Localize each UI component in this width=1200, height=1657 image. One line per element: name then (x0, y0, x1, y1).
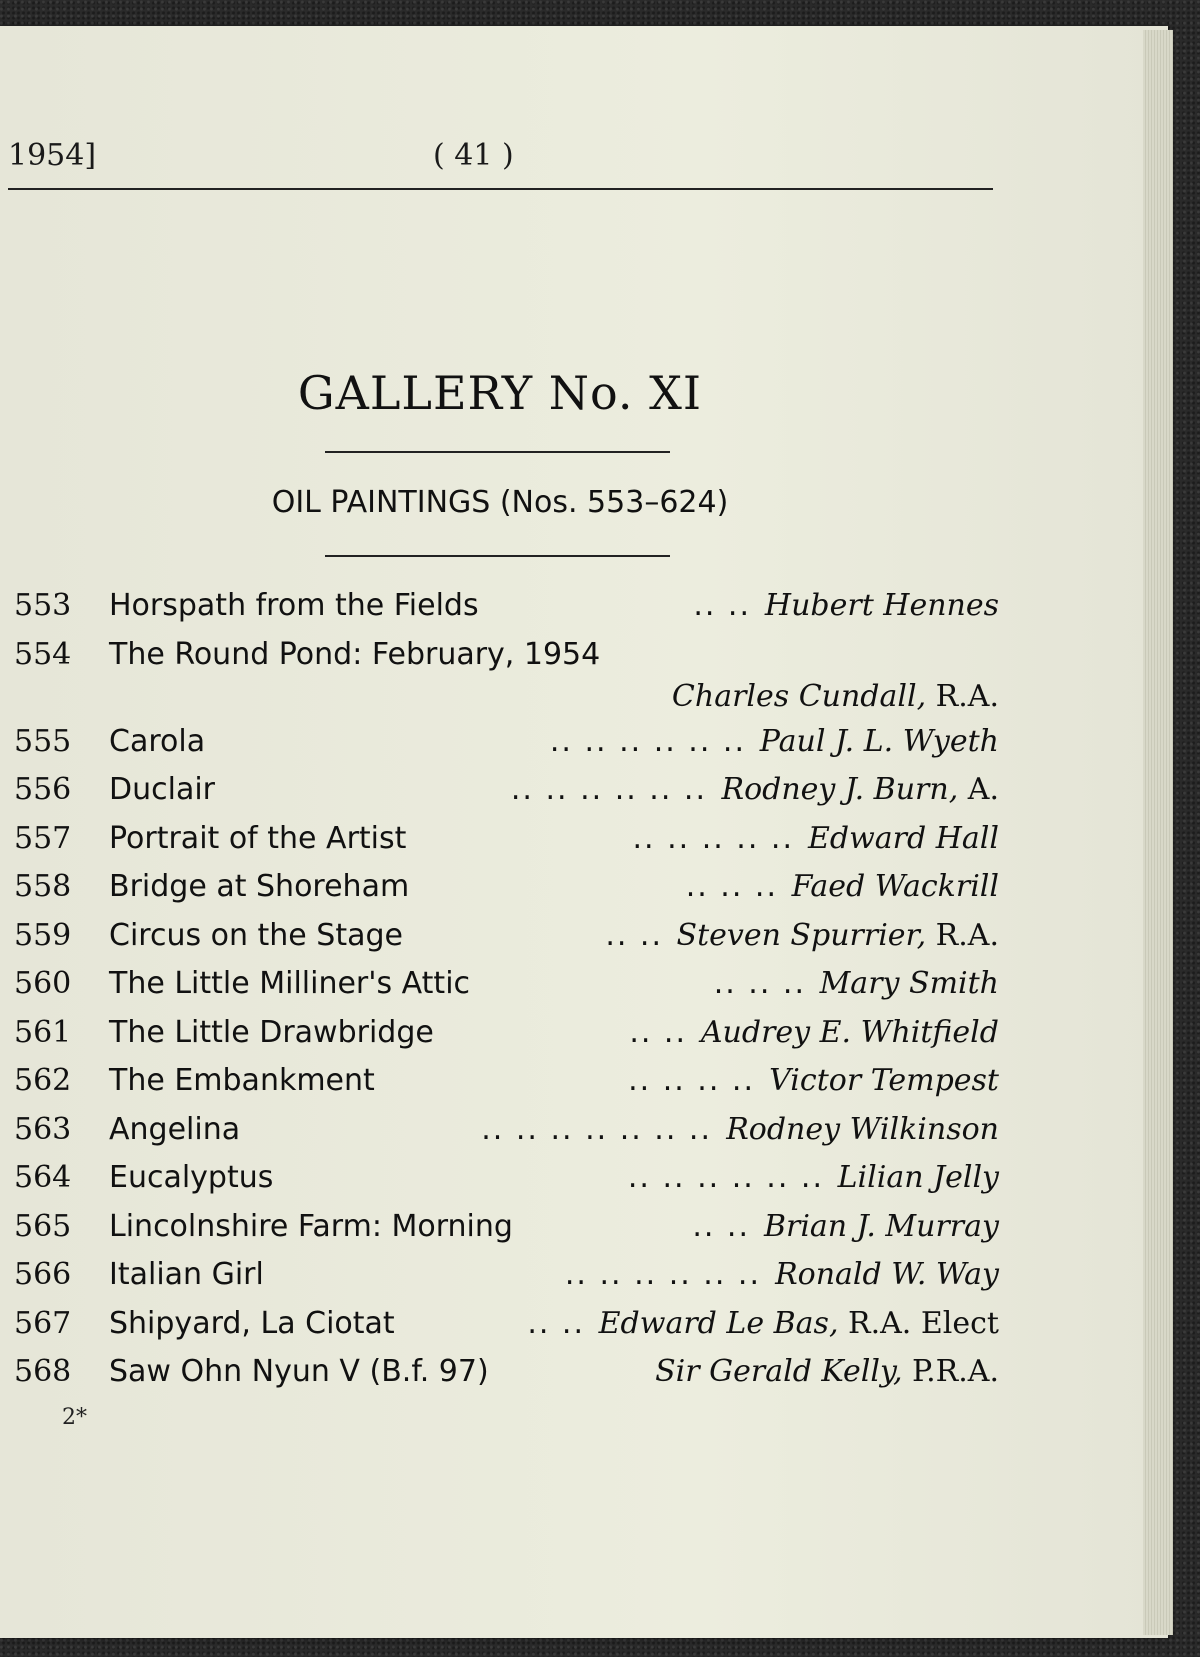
artist-name-text: Victor Tempest (769, 1063, 999, 1098)
artist-honours: A. (958, 772, 999, 807)
painting-title: Eucalyptus (109, 1160, 274, 1195)
page-number: ( 41 ) (433, 138, 514, 173)
list-item (14, 1209, 999, 1258)
artist-name (672, 679, 999, 714)
artist-name-text: Steven Spurrier, (676, 917, 927, 953)
subtitle-rule (325, 555, 670, 557)
catalogue-number: 553 (14, 588, 72, 623)
artist-name-text: Mary Smith (819, 966, 999, 1001)
catalogue-number: 564 (14, 1160, 72, 1195)
list-item (14, 1015, 999, 1064)
list-item (14, 1063, 999, 1112)
list-item (14, 918, 999, 967)
artist-name (677, 918, 999, 953)
list-item (14, 1354, 999, 1403)
catalogue-number: 559 (14, 917, 72, 953)
artist-name (599, 1306, 999, 1341)
list-item (14, 1306, 999, 1355)
artist-name-text: Lilian Jelly (837, 1160, 999, 1195)
painting-title: The Embankment (109, 1063, 375, 1098)
list-item (14, 821, 999, 870)
painting-title: Bridge at Shoreham (109, 869, 410, 904)
artist-name-text: Rodney Wilkinson (726, 1111, 999, 1147)
artist-name (722, 772, 1000, 807)
artist-name-text: Rodney J. Burn, (721, 772, 959, 807)
catalogue-number: 565 (14, 1208, 72, 1244)
list-item (14, 637, 999, 724)
painting-title: Carola (109, 723, 206, 759)
title-rule (325, 451, 670, 453)
artist-name (775, 1257, 999, 1292)
artist-honours: R.A. (926, 917, 999, 953)
catalogue-list (14, 588, 999, 1403)
painting-title: Circus on the Stage (109, 917, 403, 953)
catalogue-number: 556 (14, 772, 72, 807)
artist-name (760, 724, 999, 759)
artist-name-text: Audrey E. Whitfield (700, 1014, 999, 1050)
page-title: GALLERY No. XI (297, 366, 703, 420)
dot-leader: .. .. .. .. .. .. (564, 1257, 761, 1292)
artist-name-text: Paul J. L. Wyeth (759, 723, 999, 759)
artist-honours: P.R.A. (902, 1354, 999, 1389)
artist-honours: R.A. Elect (838, 1305, 999, 1341)
painting-title: Saw Ohn Nyun V (B.f. 97) (109, 1354, 489, 1389)
artist-name (655, 1354, 999, 1389)
dot-leader: .. .. .. .. .. .. .. (481, 1111, 712, 1147)
dot-leader: .. .. (605, 917, 663, 953)
list-item (14, 1257, 999, 1306)
dot-leader: .. .. (527, 1305, 585, 1341)
catalogue-number: 555 (14, 723, 72, 759)
artist-name-text: Faed Wackrill (791, 869, 999, 904)
painting-title: Horspath from the Fields (109, 588, 479, 623)
catalogue-number: 560 (14, 966, 72, 1001)
artist-name (701, 1015, 999, 1050)
painting-title: Angelina (109, 1111, 241, 1147)
dot-leader: .. .. .. (713, 966, 806, 1001)
artist-name (808, 821, 999, 856)
artist-name (764, 1209, 999, 1244)
dot-leader: .. .. (629, 1014, 687, 1050)
artist-name (769, 1063, 999, 1098)
artist-name-text: Edward Le Bas, (598, 1305, 839, 1341)
artist-name (820, 966, 999, 1001)
catalogue-number: 558 (14, 869, 72, 904)
dot-leader: .. .. .. (685, 869, 778, 904)
list-item (14, 588, 999, 637)
dot-leader: .. .. .. .. .. .. (627, 1160, 824, 1195)
page-edge (1143, 30, 1173, 1635)
running-head (8, 138, 993, 178)
painting-title: The Round Pond: February, 1954 (109, 636, 601, 672)
painting-title: The Little Milliner's Attic (109, 966, 471, 1001)
list-item (14, 1160, 999, 1209)
header-rule (8, 188, 993, 190)
list-item (14, 772, 999, 821)
artist-name (792, 869, 999, 904)
dot-leader: .. .. .. .. .. .. (510, 772, 707, 807)
catalogue-number: 568 (14, 1354, 72, 1389)
list-item (14, 966, 999, 1015)
dot-leader: .. .. .. .. .. .. (549, 723, 746, 759)
dot-leader: .. .. (693, 588, 751, 623)
catalogue-number: 563 (14, 1111, 72, 1147)
dot-leader: .. .. .. .. .. (632, 820, 794, 856)
painting-title: Italian Girl (109, 1257, 264, 1292)
artist-name-text: Sir Gerald Kelly, (655, 1354, 903, 1389)
list-item (14, 724, 999, 773)
catalogue-number: 562 (14, 1063, 72, 1098)
catalogue-number: 557 (14, 820, 72, 856)
painting-title: Lincolnshire Farm: Morning (109, 1208, 513, 1244)
dot-leader: .. .. .. .. (628, 1063, 755, 1098)
catalogue-number: 554 (14, 636, 72, 672)
running-head-year: 1954] (8, 138, 97, 173)
painting-title: Duclair (109, 772, 215, 807)
artist-name-text: Brian J. Murray (763, 1208, 999, 1244)
painting-title: Portrait of the Artist (109, 820, 407, 856)
artist-name-text: Edward Hall (808, 820, 999, 856)
signature-mark: 2* (62, 1405, 87, 1430)
list-item (14, 1112, 999, 1161)
artist-name-text: Charles Cundall, (671, 678, 927, 714)
catalogue-number: 561 (14, 1014, 72, 1050)
artist-honours: R.A. (926, 678, 999, 714)
artist-name (838, 1160, 999, 1195)
artist-name-text: Ronald W. Way (775, 1257, 999, 1292)
catalogue-number: 566 (14, 1257, 72, 1292)
artist-name (765, 588, 999, 623)
dot-leader: .. .. (692, 1208, 750, 1244)
catalogue-number: 567 (14, 1305, 72, 1341)
painting-title: Shipyard, La Ciotat (109, 1305, 395, 1341)
painting-title: The Little Drawbridge (109, 1014, 434, 1050)
artist-name (726, 1112, 999, 1147)
list-item (14, 869, 999, 918)
section-subtitle: OIL PAINTINGS (Nos. 553–624) (271, 485, 729, 520)
artist-name-text: Hubert Hennes (764, 588, 999, 623)
